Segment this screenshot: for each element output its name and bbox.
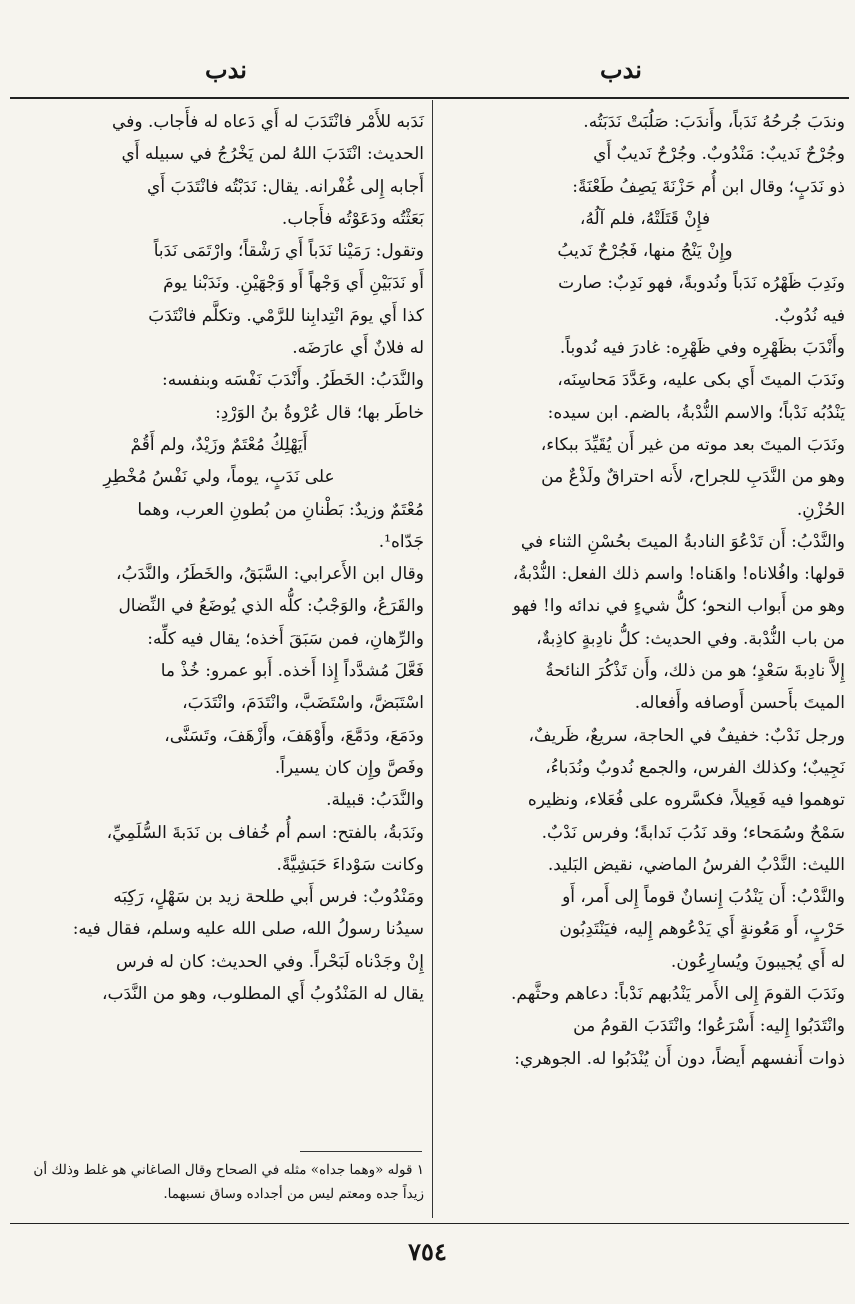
text-line: ذوات أَنفسهم أَيضاً، دون أَن يُنْدَبُوا له. الجوهري:: [514, 1048, 845, 1069]
verse-line: وإِنْ يَنْجُ منها، فَجُرْحٌ نَديبُ: [557, 241, 733, 262]
text-line: والنَّدْبُ: أَن تَدْعُوَ النادبةُ الميتَ بحُسْنِ الثناء في: [520, 531, 845, 552]
text-line: ونَدَبَ الميتَ أَي بكى عليه، وعَدَّدَ مَحاسِنَه،: [557, 370, 845, 391]
text-line: والنَّدَبُ: الخَطَرُ. وأَنْدَبَ نَفْسَه وبنفسه:: [162, 370, 424, 391]
text-line: له أَي يُجيبونَ ويُسارِعُون.: [670, 951, 845, 972]
text-line: يَنْدُبُه نَدْباً؛ والاسم النُّدْبةُ، بالضم. ابن سيده:: [547, 402, 845, 423]
left-column: [14, 106, 424, 1010]
text-line: فيه نُدُوبٌ.: [773, 305, 845, 326]
text-line: أَجابه إِلى غُفْرانه. يقال: نَدَبْتُه فانْتَدَبَ أَي: [147, 176, 424, 197]
footnote-line: زيداً جده ومعتم ليس من أجداده وساق نسبهما.: [163, 1186, 424, 1202]
text-line: إِلاَّ نادِبةَ سَعْدٍ؛ هو من ذلك، وأَن تَذْكُرَ النائحةُ: [545, 661, 845, 682]
text-line: ودَمَعَ، ودَمَّعَ، وأَوْهَفَ، وأَزْهَفَ، وتَسَنَّى،: [164, 725, 424, 746]
text-line: من باب النُّدْبة. وفي الحديث: كلُّ نادِبةٍ كاذِبةٌ،: [536, 628, 845, 649]
text-line: والنَّدَبُ: قبيلة.: [326, 790, 424, 811]
text-line: وجُرْحٌ نَديبٌ: مَنْدُوبٌ. وجُرْحٌ نَديبٌ أَي: [593, 144, 845, 165]
text-line: ومَنْدُوبٌ: فرس أَبي طلحة زيد بن سَهْلٍ، رَكِبَه: [113, 887, 424, 908]
text-line: إِنْ وجَدْناه لَبَحْراً. وفي الحديث: كان له فرس: [115, 951, 424, 972]
text-line: وتقول: رَمَيْنا نَدَباً أَي رَشْقاً؛ وارْتَمَى نَدَباً: [153, 241, 424, 262]
verse-line: فإِنْ قَتَلَتْهُ، فلم آلُهُ،: [579, 208, 711, 229]
text-line: ونَدَبةُ، بالفتح: اسم أُم خُفاف بن نَدَبةَ السُّلَمِيِّ،: [106, 822, 424, 843]
text-line: وهو من أَبواب النحو؛ كلُّ شيءٍ في ندائه وا! فهو: [512, 596, 845, 617]
text-line: له فلانٌ أَي عارَضَه.: [292, 338, 424, 359]
text-line: توهموا فيه فَعِيلاً، فكسَّروه على فُعَلاء، ونظيره: [527, 790, 845, 811]
text-line: حَرْبٍ، أَو مَعُونةٍ أَي يَدْعُوهم إِليه، فيَنْتَدِبُون: [559, 919, 845, 940]
text-line: الميتَ بأَحسن أَوصافه وأَفعاله.: [634, 693, 845, 714]
text-line: ورجل نَدْبٌ: خفيفٌ في الحاجة، سريعٌ، ظَريفٌ،: [528, 725, 845, 746]
text-line: نَدَبه للأَمْر فانْتَدَبَ له أَي دَعاه له فأَجاب. وفي: [112, 112, 424, 132]
running-header-left: ندب: [205, 55, 247, 84]
text-line: وفَصَّ وإِن كان يسيراً.: [274, 757, 424, 778]
text-line: قولها: وافُلاناه! واهَناه! واسم ذلك الفعل: النُّدْبةُ،: [512, 564, 845, 585]
text-line: ونَدَبَ الميتَ بعد موته من غير أَن يُقَيِّدَ ببكاء،: [540, 434, 845, 455]
text-line: والرِّهانِ، فمن سَبَقَ أَخذه؛ يقال فيه كلِّه:: [147, 628, 424, 649]
text-line: سيدُنا رسولُ الله، صلى الله عليه وسلم، فقال فيه:: [72, 919, 424, 940]
footnote-line: ١ قوله «وهما جداه» مثله في الصحاح وقال الصاغاني هو غلط وذلك أن: [33, 1162, 424, 1178]
footnote-rule: [300, 1151, 422, 1152]
running-header-right: ندب: [600, 55, 642, 84]
text-line: فَعَّلَ مُشدَّداً إِذا أَخذه. أَبو عمرو: خُذْ ما: [160, 661, 424, 682]
right-column: [445, 106, 845, 1075]
verse-line: أَيَهْلِكُ مُعْتَمٌ وزَيْدٌ، ولم أَقُمْ: [130, 434, 308, 455]
footer-rule: [10, 1223, 849, 1224]
text-line: جَدّاه¹.: [378, 531, 424, 552]
text-line: كذا أَي يومَ انْتِدابِنا للرَّمْي. وتكلَّم فانْتَدَبَ: [148, 305, 424, 326]
text-line: وندَبَ جُرحُهُ نَدَباً، وأَندَبَ: صَلُبَتْ نَدَبَتُه.: [583, 112, 845, 132]
text-line: ونَدَبَ القومَ إِلى الأَمر يَنْدُبهم نَدْباً: دعاهم وحثَّهم.: [510, 984, 845, 1005]
text-line: وأَنْدَبَ بظَهْرِه وفي ظَهْرِه: غادرَ فيه نُدوباً.: [559, 338, 845, 359]
header-rule: [10, 97, 849, 99]
footnote: [14, 1158, 424, 1206]
text-line: وهو من النَّدَبِ للجراح، لأَنه احتراقٌ ولَذْعٌ من: [541, 467, 845, 488]
text-line: أَو نَدَبَيْنِ أَي وَجْهاً أَو وَجْهَيْنِ. ونَدَبْنا يومَ: [163, 273, 424, 294]
column-separator: [432, 100, 433, 1218]
text-line: وكانت سَوْداءَ حَبَشِيَّةً.: [276, 854, 424, 875]
text-line: الليث: النَّدْبُ الفرسُ الماضي، نقيض البَليد.: [547, 854, 845, 875]
text-line: نَجِيبٌ؛ وكذلك الفرس، والجمع نُدوبٌ ونُدَباءُ،: [545, 757, 845, 778]
text-line: الحُزْنِ.: [796, 499, 845, 520]
text-line: ذو نَدَبٍ؛ وقال ابن أُم حَزْنَةَ يَصِفُ طَعْنَةً:: [572, 176, 845, 197]
text-line: يقال له المَنْدُوبُ أَي المطلوب، وهو من النَّدَب،: [101, 984, 424, 1005]
text-line: والنَّدْبُ: أَن يَنْدُبَ إِنسانٌ قوماً إِلى أَمر، أَو: [562, 887, 845, 908]
text-line: خاطَر بها؛ قال عُرْوةُ بنُ الوَرْدِ:: [215, 402, 424, 423]
text-line: وقال ابن الأَعرابي: السَّبَقُ، والخَطَرُ، والنَّدَبُ،: [116, 564, 424, 585]
page-number: ٧٥٤: [408, 1237, 447, 1266]
text-line: وانْتَدَبُوا إِليه: أَسْرَعُوا؛ وانْتَدَبَ القومُ من: [573, 1016, 845, 1037]
verse-line: على نَدَبٍ، يوماً، ولي نَفْسُ مُخْطِرِ: [103, 467, 335, 488]
text-line: سَمْحٌ وسُمَحاء؛ وقد نَدُبَ نَدابةً؛ وفرس نَدْبٌ.: [541, 822, 845, 843]
text-line: والقَرَعُ، والوَجْبُ: كلُّه الذي يُوضَعُ في النِّضال: [118, 596, 424, 617]
text-line: بَعَثْتُه ودَعَوْتُه فأَجاب.: [281, 208, 424, 229]
text-line: ونَدِبَ ظَهْرُه نَدَباً ونُدوبةً، فهو نَدِبٌ: صارت: [558, 273, 845, 294]
text-line: الحديث: انْتَدَبَ اللهُ لمن يَخْرُجُ في سبيله أَي: [121, 144, 424, 165]
text-line: اسْتَبَضَّ، واسْتَضَبَّ، وانْتَدَمَ، وانْتَدَبَ،: [182, 693, 424, 714]
text-line: مُعْتَمٌ وزيدٌ: بَطْنانِ من بُطونِ العرب، وهما: [137, 499, 424, 520]
